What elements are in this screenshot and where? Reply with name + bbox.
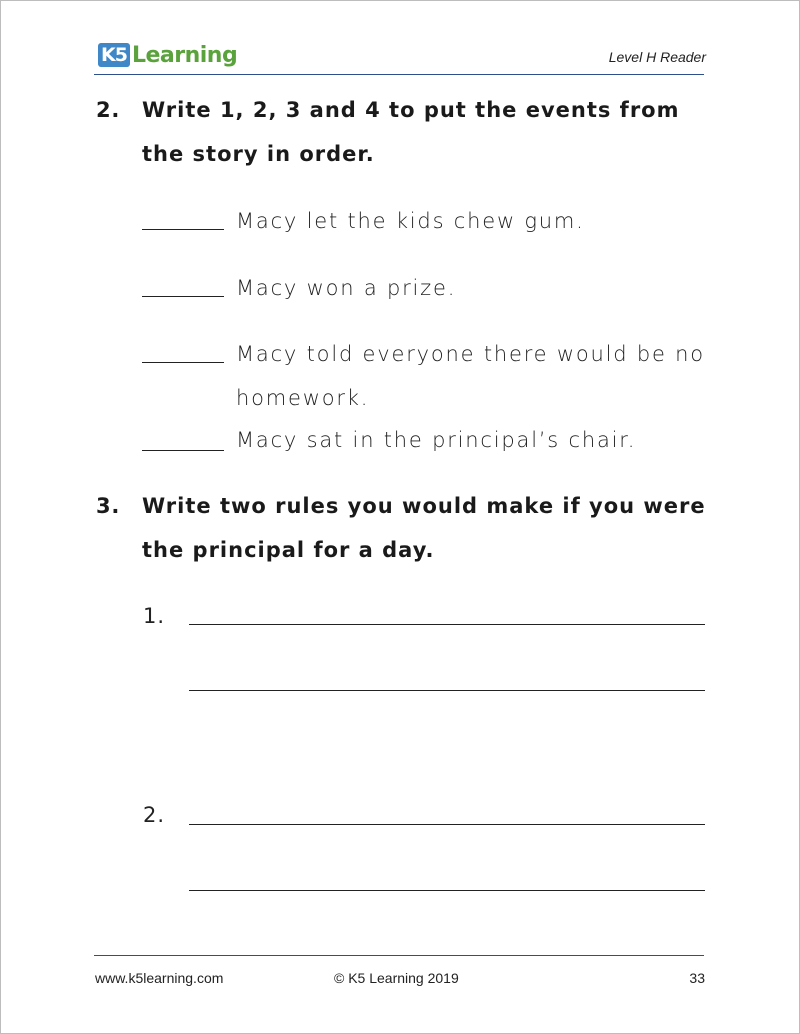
- logo-word: Learning: [131, 42, 238, 68]
- question-2-text: Write 1, 2, 3 and 4 to put the events from the story in order.: [142, 98, 680, 166]
- event-1: Macy let the kids chew gum.: [236, 209, 585, 233]
- order-blank-4[interactable]: [142, 450, 224, 451]
- event-4: Macy sat in the principal’s chair.: [236, 428, 637, 452]
- header-divider: [94, 74, 704, 75]
- footer-copyright: © K5 Learning 2019: [334, 970, 459, 986]
- order-blank-3[interactable]: [142, 362, 224, 363]
- answer-1-line-a[interactable]: [189, 624, 705, 625]
- question-3-number: 3.: [96, 494, 121, 518]
- order-blank-1[interactable]: [142, 229, 224, 230]
- answer-2-line-a[interactable]: [189, 824, 705, 825]
- footer-website: www.k5learning.com: [95, 970, 224, 986]
- question-2-number: 2.: [96, 98, 121, 122]
- answer-1-number: 1.: [143, 604, 166, 628]
- answer-1-line-b[interactable]: [189, 690, 705, 691]
- footer-page-number: 33: [689, 970, 705, 986]
- question-3-text: Write two rules you would make if you were the principal for a day.: [142, 494, 706, 562]
- answer-2-line-b[interactable]: [189, 890, 705, 891]
- answer-2-number: 2.: [143, 803, 166, 827]
- level-label: Level H Reader: [608, 49, 706, 65]
- order-blank-2[interactable]: [142, 296, 224, 297]
- footer-divider: [94, 955, 704, 956]
- event-3: Macy told everyone there would be no homework.: [236, 342, 705, 410]
- k5-learning-logo: [98, 38, 237, 72]
- logo-box: K5: [98, 43, 130, 67]
- event-2: Macy won a prize.: [236, 276, 457, 300]
